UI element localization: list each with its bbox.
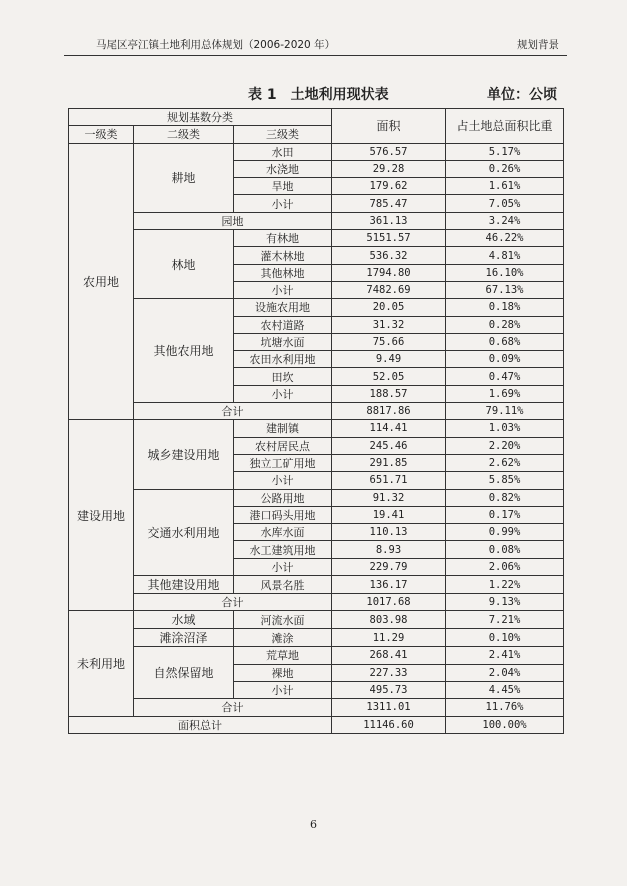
- cell-name: 合计: [134, 594, 332, 611]
- cell-ratio: 0.47%: [446, 368, 564, 385]
- cell-area: 268.41: [332, 647, 446, 664]
- table-row: [69, 143, 564, 160]
- subcategory-forest: 林地: [134, 230, 234, 299]
- cell-ratio: 2.41%: [446, 647, 564, 664]
- table-row: [69, 647, 564, 664]
- cell-name: 小计: [234, 681, 332, 698]
- cell-area: 31.32: [332, 316, 446, 333]
- cell-area: 52.05: [332, 368, 446, 385]
- cell-name: 小计: [234, 195, 332, 212]
- subcategory-other-farm: 其他农用地: [134, 299, 234, 403]
- cell-name: 其他林地: [234, 264, 332, 281]
- cell-area: 7482.69: [332, 281, 446, 298]
- col-header-area: 面积: [332, 109, 446, 144]
- cell-area: 8.93: [332, 541, 446, 558]
- cell-area: 536.32: [332, 247, 446, 264]
- table-row: [69, 489, 564, 506]
- table-row: [69, 299, 564, 316]
- subcategory-natural: 自然保留地: [134, 647, 234, 699]
- cell-ratio: 7.05%: [446, 195, 564, 212]
- cell-ratio: 1.03%: [446, 420, 564, 437]
- cell-ratio: 79.11%: [446, 403, 564, 420]
- col-header-level1: 一级类: [69, 126, 134, 143]
- cell-name: 合计: [134, 699, 332, 716]
- cell-area: 29.28: [332, 160, 446, 177]
- cell-name: 独立工矿用地: [234, 454, 332, 471]
- cell-area: 136.17: [332, 576, 446, 594]
- land-use-table: [68, 108, 564, 734]
- cell-ratio: 0.17%: [446, 506, 564, 523]
- cell-name: 农田水利用地: [234, 351, 332, 368]
- cell-area: 179.62: [332, 178, 446, 195]
- cell-area: 361.13: [332, 212, 446, 229]
- cell-ratio: 1.69%: [446, 385, 564, 402]
- cell-ratio: 0.82%: [446, 489, 564, 506]
- table-row: [69, 611, 564, 629]
- subcategory-water: 水域: [134, 611, 234, 629]
- cell-ratio: 2.62%: [446, 454, 564, 471]
- cell-area: 245.46: [332, 437, 446, 454]
- cell-ratio: 0.28%: [446, 316, 564, 333]
- cell-name: 设施农用地: [234, 299, 332, 316]
- cell-ratio: 0.09%: [446, 351, 564, 368]
- cell-area: 1017.68: [332, 594, 446, 611]
- cell-ratio: 0.08%: [446, 541, 564, 558]
- cell-name: 小计: [234, 385, 332, 402]
- cell-name: 建制镇: [234, 420, 332, 437]
- cell-name: 合计: [134, 403, 332, 420]
- table-row: [69, 212, 564, 229]
- category-farmland: 农用地: [69, 143, 134, 420]
- cell-ratio: 3.24%: [446, 212, 564, 229]
- cell-area: 188.57: [332, 385, 446, 402]
- cell-name: 滩涂: [234, 629, 332, 647]
- table-row: [69, 230, 564, 247]
- cell-ratio: 5.17%: [446, 143, 564, 160]
- cell-name: 港口码头用地: [234, 506, 332, 523]
- category-construction: 建设用地: [69, 420, 134, 611]
- cell-ratio: 9.13%: [446, 594, 564, 611]
- cell-ratio: 0.99%: [446, 524, 564, 541]
- cell-area: 291.85: [332, 454, 446, 471]
- cell-name: 有林地: [234, 230, 332, 247]
- cell-ratio: 0.68%: [446, 333, 564, 350]
- cell-ratio: 67.13%: [446, 281, 564, 298]
- cell-area: 11.29: [332, 629, 446, 647]
- cell-ratio: 0.26%: [446, 160, 564, 177]
- grand-total-label: 面积总计: [69, 716, 332, 733]
- cell-ratio: 4.45%: [446, 681, 564, 698]
- table-row: [69, 629, 564, 647]
- subcategory-transport: 交通水利用地: [134, 489, 234, 575]
- cell-area: 803.98: [332, 611, 446, 629]
- cell-ratio: 1.61%: [446, 178, 564, 195]
- cell-ratio: 0.18%: [446, 299, 564, 316]
- cell-name: 荒草地: [234, 647, 332, 664]
- cell-name: 小计: [234, 472, 332, 489]
- table-row: [69, 403, 564, 420]
- cell-area: 75.66: [332, 333, 446, 350]
- cell-name: 公路用地: [234, 489, 332, 506]
- cell-name: 水工建筑用地: [234, 541, 332, 558]
- grand-total-area: 11146.60: [332, 716, 446, 733]
- subcategory-cultivated: 耕地: [134, 143, 234, 212]
- cell-name: 农村居民点: [234, 437, 332, 454]
- group-header: 规划基数分类: [69, 109, 332, 126]
- table-row: [69, 699, 564, 716]
- cell-name: 裸地: [234, 664, 332, 681]
- cell-ratio: 1.22%: [446, 576, 564, 594]
- cell-area: 576.57: [332, 143, 446, 160]
- col-header-level2: 二级类: [134, 126, 234, 143]
- running-header-section: 规划背景: [517, 39, 559, 51]
- cell-name: 风景名胜: [234, 576, 332, 594]
- table-row: [69, 716, 564, 733]
- table-row: [69, 594, 564, 611]
- cell-ratio: 16.10%: [446, 264, 564, 281]
- col-header-ratio: 占土地总面积比重: [446, 109, 564, 144]
- page-number: 6: [310, 818, 317, 831]
- cell-area: 229.79: [332, 558, 446, 575]
- cell-ratio: 46.22%: [446, 230, 564, 247]
- cell-area: 227.33: [332, 664, 446, 681]
- cell-name: 河流水面: [234, 611, 332, 629]
- table-row: [69, 109, 564, 126]
- cell-name: 田坎: [234, 368, 332, 385]
- cell-name: 水浇地: [234, 160, 332, 177]
- cell-area: 20.05: [332, 299, 446, 316]
- subcategory-urban-rural: 城乡建设用地: [134, 420, 234, 489]
- cell-area: 1794.80: [332, 264, 446, 281]
- cell-area: 114.41: [332, 420, 446, 437]
- cell-ratio: 2.06%: [446, 558, 564, 575]
- cell-area: 785.47: [332, 195, 446, 212]
- cell-name: 农村道路: [234, 316, 332, 333]
- cell-area: 9.49: [332, 351, 446, 368]
- cell-ratio: 2.20%: [446, 437, 564, 454]
- table-row: [69, 420, 564, 437]
- cell-name: 水库水面: [234, 524, 332, 541]
- cell-name: 园地: [134, 212, 332, 229]
- table-unit: 单位：公顷: [487, 87, 557, 103]
- cell-ratio: 11.76%: [446, 699, 564, 716]
- cell-name: 灌木林地: [234, 247, 332, 264]
- cell-ratio: 4.81%: [446, 247, 564, 264]
- table-row: [69, 576, 564, 594]
- category-unused: 未利用地: [69, 611, 134, 716]
- grand-total-ratio: 100.00%: [446, 716, 564, 733]
- cell-area: 8817.86: [332, 403, 446, 420]
- subcategory-other-construction: 其他建设用地: [134, 576, 234, 594]
- col-header-level3: 三级类: [234, 126, 332, 143]
- cell-ratio: 0.10%: [446, 629, 564, 647]
- cell-name: 水田: [234, 143, 332, 160]
- cell-area: 1311.01: [332, 699, 446, 716]
- cell-name: 小计: [234, 281, 332, 298]
- cell-area: 5151.57: [332, 230, 446, 247]
- running-header-title: 马尾区亭江镇土地利用总体规划（2006-2020 年）: [96, 39, 336, 51]
- cell-ratio: 5.85%: [446, 472, 564, 489]
- cell-ratio: 2.04%: [446, 664, 564, 681]
- cell-area: 651.71: [332, 472, 446, 489]
- cell-area: 110.13: [332, 524, 446, 541]
- header-rule: [64, 55, 567, 56]
- cell-ratio: 7.21%: [446, 611, 564, 629]
- cell-name: 坑塘水面: [234, 333, 332, 350]
- cell-area: 91.32: [332, 489, 446, 506]
- cell-area: 495.73: [332, 681, 446, 698]
- cell-area: 19.41: [332, 506, 446, 523]
- subcategory-marsh: 滩涂沼泽: [134, 629, 234, 647]
- table-caption: 表 1 土地利用现状表: [248, 87, 389, 103]
- cell-name: 小计: [234, 558, 332, 575]
- cell-name: 旱地: [234, 178, 332, 195]
